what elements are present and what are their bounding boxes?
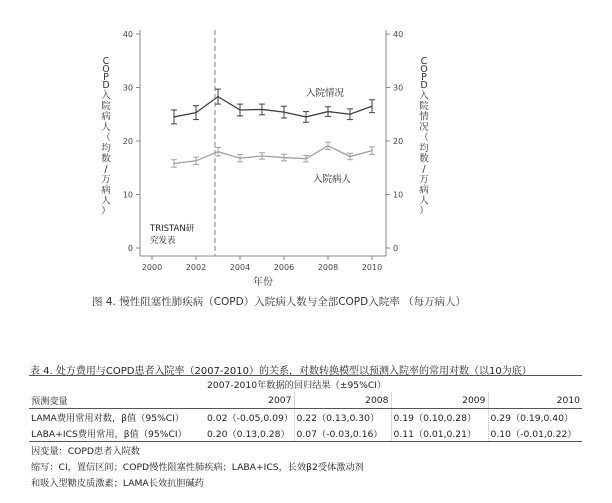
year-header: 2009 (391, 392, 488, 409)
y-axis-label-left: C O P D 入院病人（均数/万病人） (101, 56, 111, 217)
y-right-tick-label: 20 (393, 137, 404, 146)
x-tick-label: 2006 (273, 263, 295, 272)
annotation-label: 究发表 (150, 236, 176, 246)
y-axis-label-right: C O P D 入院情况（均数/万病人） (419, 56, 429, 217)
table-note-row (29, 442, 582, 459)
year-header: 2007 (205, 392, 294, 409)
x-tick-label: 2004 (229, 263, 251, 272)
x-axis-label: 年份 (253, 277, 273, 288)
series-line (174, 97, 372, 117)
data-point (261, 109, 263, 111)
data-point (371, 105, 373, 107)
regression-table (29, 375, 582, 490)
y-tick-label: 0 (127, 244, 133, 253)
table-cell: 0.11（0.01,0.21） (391, 425, 488, 442)
abbreviations-note-cont: 和吸入型糖皮质激素；LAMA长效抗胆碱药 (31, 478, 204, 489)
table-header-row (29, 392, 582, 409)
dependent-variable-note: 因变量：COPD患者入院数 (31, 446, 140, 457)
data-point (327, 111, 329, 113)
y-tick-label: 40 (122, 30, 133, 39)
data-point (327, 145, 329, 147)
y-right-tick-label: 0 (393, 244, 399, 253)
table-cell: 0.02（-0.05,0.09） (207, 413, 293, 424)
data-point (261, 155, 263, 157)
year-header: 2010 (488, 392, 582, 409)
table-title: 表 4. 处方费用与COPD患者入院率（2007-2010）的关系，对数转换模型以预测入院率的常用对数（以10为底） (30, 366, 532, 377)
data-point (239, 157, 241, 159)
row-label: LABA+ICS费用常用，β值（95%CI） (29, 425, 205, 442)
table-cell: 0.29（0.19,0.40） (488, 409, 582, 426)
year-header: 2008 (294, 392, 391, 409)
group-header: 2007-2010年数据的回归结果（±95%CI） (205, 376, 582, 393)
y-right-tick-label: 40 (393, 30, 404, 39)
table-cell: 0.07（-0.03,0.16） (294, 425, 391, 442)
chart-labels (101, 30, 429, 288)
table-row (29, 425, 582, 442)
table-cell: 0.22（0.13,0.30） (294, 409, 391, 426)
data-point (173, 116, 175, 118)
table-cell: 0.20（0.13,0.28） (205, 425, 294, 442)
series-label: 入院情况 (306, 88, 345, 99)
table-cell: 0.10（-0.01,0.22） (488, 425, 582, 442)
table-row (29, 409, 582, 426)
table-note-row (29, 458, 582, 474)
table-note-row (29, 474, 582, 490)
data-point (283, 157, 285, 159)
data-point (195, 160, 197, 162)
data-point (371, 150, 373, 152)
y-right-tick-label: 10 (393, 190, 404, 200)
series-line (174, 146, 372, 164)
abbreviations-note: 缩写：CI，置信区间；COPD慢性阻塞性肺疾病；LABA+ICS，长效β2受体激动剂 (31, 462, 364, 473)
data-point (195, 112, 197, 114)
data-point (305, 158, 307, 160)
table-group-header-row (29, 376, 582, 393)
data-point (217, 151, 219, 153)
data-point (349, 113, 351, 115)
x-tick-label: 2010 (361, 263, 383, 272)
y-tick-label: 30 (122, 83, 133, 93)
x-tick-label: 2000 (141, 263, 163, 272)
figure-caption: 图 4. 慢性阻塞性肺疾病（COPD）入院病人数与全部COPD入院率 （每万病人） (92, 296, 467, 308)
row-label: LAMA费用常用对数，β值（95%CI） (31, 413, 185, 424)
y-tick-label: 20 (122, 137, 133, 146)
table-cell: 0.19（0.10,0.28） (391, 409, 488, 426)
chart-marks (171, 30, 375, 256)
data-point (239, 109, 241, 111)
annotation-label: TRISTAN研 (150, 224, 195, 234)
y-right-tick-label: 30 (393, 83, 404, 93)
data-point (305, 116, 307, 118)
x-tick-label: 2008 (317, 263, 339, 272)
col-label: 预测变量 (29, 392, 205, 409)
data-point (173, 163, 175, 165)
y-tick-label: 10 (122, 190, 133, 200)
data-point (349, 156, 351, 158)
data-point (283, 111, 285, 113)
series-label: 入院病人 (313, 174, 352, 185)
data-point (217, 96, 219, 98)
x-tick-label: 2002 (185, 263, 207, 272)
